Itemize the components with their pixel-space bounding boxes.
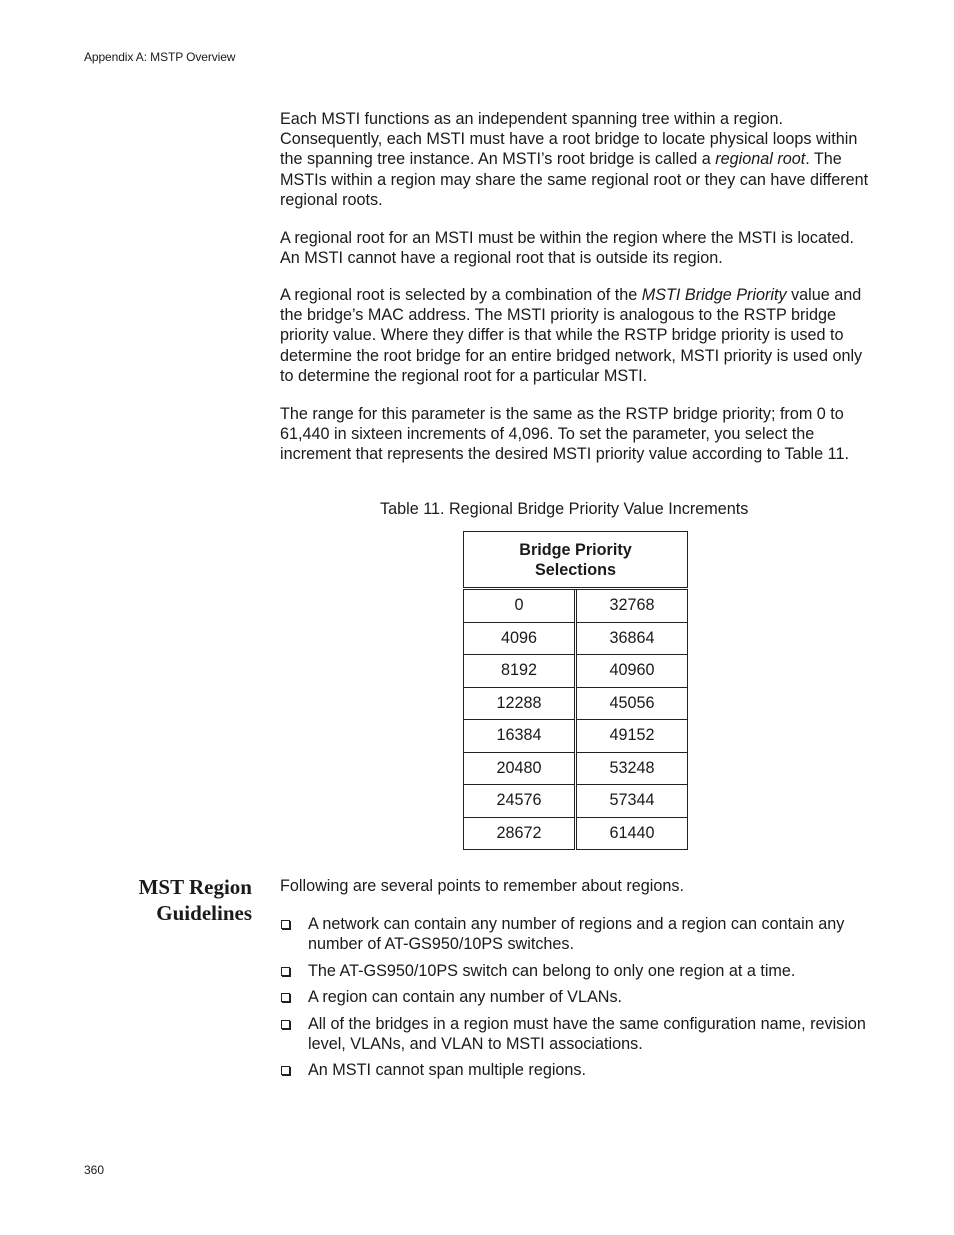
list-item-text: A region can contain any number of VLANs. (308, 988, 623, 1007)
paragraph-priority-range (280, 404, 870, 465)
table-cell: 16384 (464, 720, 576, 753)
table-row (464, 752, 688, 785)
running-header: Appendix A: MSTP Overview (84, 50, 236, 64)
table-row (464, 589, 688, 623)
emphasis-msti-bridge-priority: MSTI Bridge Priority (641, 286, 787, 304)
table-row (464, 720, 688, 753)
checkbox-bullet-icon (281, 1066, 290, 1075)
paragraph-text: . The MSTIs within a region may share the same regional root or they can have different regional roots. (280, 150, 869, 209)
list-item-text: An MSTI cannot span multiple regions. (308, 1061, 587, 1080)
checkbox-bullet-icon (281, 920, 290, 929)
bullet-list (280, 914, 870, 1087)
list-item (280, 914, 870, 954)
paragraph-regional-root-location (280, 228, 870, 268)
paragraph-text: A regional root for an MSTI must be within the region where the MSTI is located. An MSTI cannot have a regional root that is outside its region. (280, 229, 855, 268)
table-header-row (464, 532, 688, 589)
table-cell: 36864 (576, 622, 688, 655)
table-cell: 57344 (576, 785, 688, 818)
table-cell: 20480 (464, 752, 576, 785)
table-cell: 45056 (576, 687, 688, 720)
paragraph-msti-root (280, 109, 870, 210)
table-header-line: Selections (535, 560, 616, 579)
table-row (464, 655, 688, 688)
section-heading-line: Guidelines (156, 901, 252, 925)
list-item (280, 1014, 870, 1054)
paragraph-text: Each MSTI functions as an independent spanning tree within a region. Consequently, each MSTI must have a root bridge to locate physical loops within the spanning tree instance. An MSTI’s root bridge is called a (280, 110, 858, 169)
table-body (464, 589, 688, 850)
list-item-text: All of the bridges in a region must have the same configuration name, revision level, VLANs, and VLAN to MSTI associations. (308, 1014, 866, 1053)
table-header (464, 532, 688, 589)
table-row (464, 785, 688, 818)
table-cell: 32768 (576, 589, 688, 623)
list-item-text: A network can contain any number of regions and a region can contain any number of AT-GS950/10PS switches. (308, 915, 845, 954)
emphasis-regional-root: regional root (715, 150, 806, 169)
table-cell: 4096 (464, 622, 576, 655)
table-cell: 0 (464, 589, 576, 623)
list-item (280, 1060, 870, 1080)
table-cell: 61440 (576, 817, 688, 850)
paragraph-text: The range for this parameter is the same as the RSTP bridge priority; from 0 to 61,440 in sixteen increments of 4,096. To set the parameter, you select the increment that represents the desired MSTI priority value according to Table 11. (280, 405, 849, 464)
list-item-text: The AT-GS950/10PS switch can belong to only one region at a time. (308, 961, 796, 980)
table-cell: 53248 (576, 752, 688, 785)
section-heading-line: MST Region (138, 875, 252, 899)
list-item (280, 987, 870, 1007)
list-item (280, 961, 870, 981)
page-number: 360 (84, 1163, 105, 1177)
section-intro: Following are several points to remember about regions. (280, 877, 684, 895)
priority-table (463, 531, 688, 850)
paragraph-text: value and the bridge’s MAC address. The MSTI priority is analogous to the RSTP bridge priority value. Where they differ is that while the RSTP bridge priority is used to determine the root bridge for an entire bridged network, MSTI priority is used only to determine the regional root for a particular MSTI. (280, 286, 863, 385)
table-cell: 49152 (576, 720, 688, 753)
table-header-line: Bridge Priority (519, 540, 632, 559)
table-caption: Table 11. Regional Bridge Priority Value Increments (380, 500, 749, 518)
table-row (464, 817, 688, 850)
checkbox-bullet-icon (281, 993, 290, 1002)
paragraph-text: A regional root is selected by a combination of the (280, 286, 642, 304)
table-cell: 12288 (464, 687, 576, 720)
checkbox-bullet-icon (281, 1020, 290, 1029)
table-cell: 28672 (464, 817, 576, 850)
checkbox-bullet-icon (281, 967, 290, 976)
section-heading (139, 874, 252, 926)
table-cell: 24576 (464, 785, 576, 818)
table-cell: 8192 (464, 655, 576, 688)
table-row (464, 622, 688, 655)
table-cell: 40960 (576, 655, 688, 688)
paragraph-regional-root-selection (280, 285, 870, 386)
table-row (464, 687, 688, 720)
